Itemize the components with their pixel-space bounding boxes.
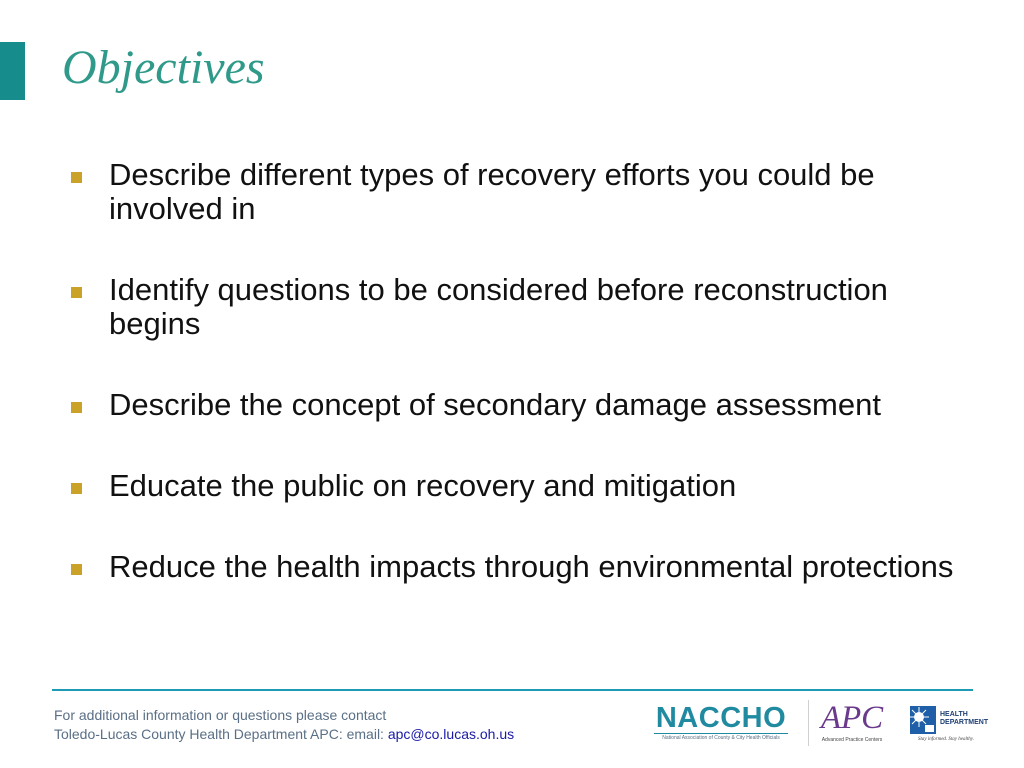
health-department-logo (908, 703, 989, 745)
title-accent-bar (0, 42, 25, 100)
health-logo-tagline: Stay informed. Stay healthy. (918, 737, 974, 742)
list-item-text: Describe the concept of secondary damage assessment (109, 387, 881, 422)
list-item (70, 469, 980, 503)
list-item-text: Reduce the health impacts through environmental protections (109, 549, 954, 584)
health-logo-word: HEALTH (940, 711, 968, 718)
email-link[interactable]: apc@co.lucas.oh.us (387, 726, 515, 742)
health-logo-text (940, 711, 988, 727)
footer-divider (52, 689, 973, 691)
list-item-text: Identify questions to be considered before reconstruction begins (109, 272, 888, 341)
list-item-text: Describe different types of recovery efforts you could be involved in (109, 157, 875, 226)
apc-logo (808, 700, 895, 746)
objectives-list (70, 158, 980, 631)
square-bullet-icon (71, 564, 82, 575)
footer-line-2 (54, 725, 514, 744)
apc-logo-text: APC (820, 700, 884, 736)
square-bullet-icon (71, 402, 82, 413)
footer-contact (54, 706, 514, 744)
naccho-logo-subtitle: National Association of County & City Health Officials (654, 733, 788, 742)
list-item (70, 273, 980, 341)
health-logo-subword: DEPARTMENT (940, 719, 989, 726)
naccho-logo-text: NACCHO (655, 702, 787, 734)
list-item-text: Educate the public on recovery and mitigation (109, 468, 737, 503)
footer-line-1: For additional information or questions please contact (54, 707, 387, 723)
list-item (70, 550, 980, 584)
apc-logo-subtitle: Advanced Practice Centers (821, 737, 883, 743)
list-item (70, 388, 980, 422)
health-department-emblem-icon (908, 703, 938, 737)
footer-line-2-text: Toledo-Lucas County Health Department APC: email: (54, 726, 388, 742)
square-bullet-icon (71, 483, 82, 494)
naccho-logo (654, 703, 788, 745)
square-bullet-icon (71, 287, 82, 298)
square-bullet-icon (71, 172, 82, 183)
list-item (70, 158, 980, 226)
slide-title: Objectives (62, 41, 265, 94)
